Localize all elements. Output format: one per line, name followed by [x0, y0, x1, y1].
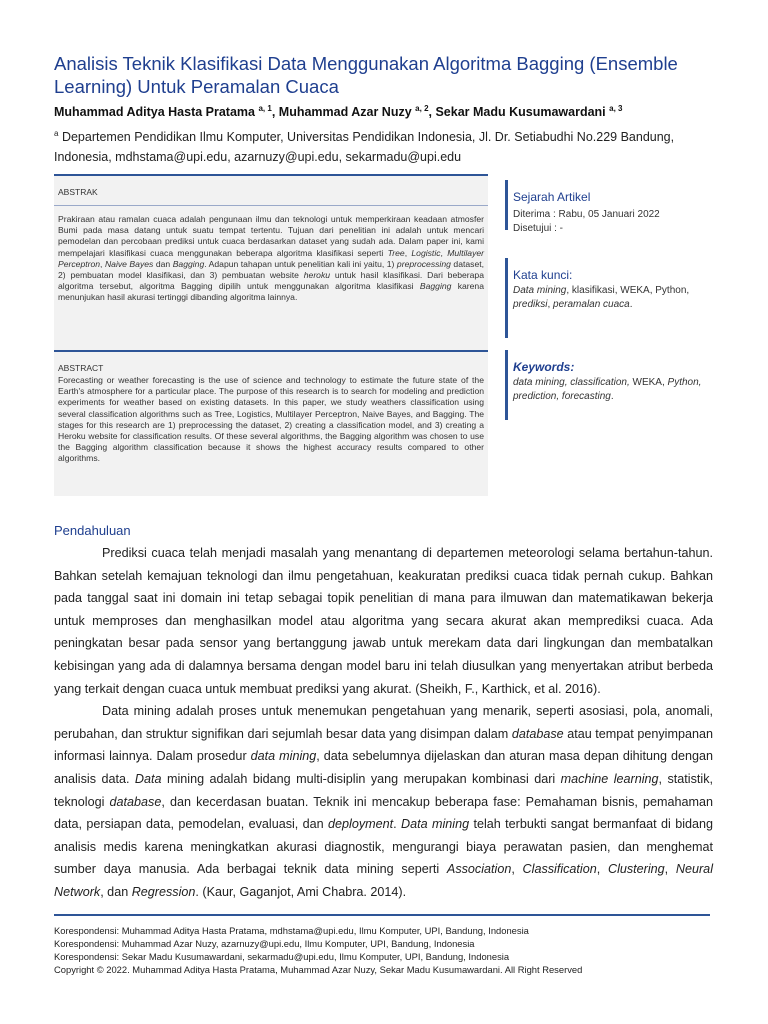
keywords [513, 360, 703, 404]
abstrak-text: Prakiraan atau ramalan cuaca adalah pengunaan ilmu dan teknologi untuk memperkiraan keadaan atmosfer Bumi pada masa datang untuk suatu tempat tertentu. Tujuan dari penelitian ini adalah untuk mencari pemodelan dan percobaan prediksi untuk cuaca berdasarkan dataset yang sudah ada. Dalam paper ini, kami mempelajari klasifikasi cuaca menggunakan beberapa algoritma klasifikasi seperti Tree, Logistic, Multilayer Perceptron, Naive Bayes dan Bagging. Adapun tahapan untuk penelitian kali ini yaitu, 1) preprocessing dataset, 2) pembuatan model klasifikasi, dan 3) pembuatan website heroku untuk hasil klasifikasi. Dari beberapa algoritma tersebut, algoritma Bagging dipilih untuk menggunakan algoritma klasifikasi Bagging karena menunjukan hasil akurasi tertinggi dibanding algoritma lainnya. [58, 214, 485, 303]
paragraph-2: Data mining adalah proses untuk menemukan pengetahuan yang menarik, seperti asosiasi, pola, anomali, perubahan, dan struktur signifikan dari sejumlah besar data yang disimpan dalam database atau tempat penyimpanan informasi lainnya. Dalam prosedur data mining, data sebelumnya dijelaskan dan aturan masa depan dihitung dengan analisis data. Data mining adalah bidang multi-disiplin yang merupakan kombinasi dari machine learning, statistik, teknologi database, dan kecerdasan buatan. Teknik ini mencakup beberapa fase: Pemahaman bisnis, pemahaman data, persiapan data, pemodelan, evaluasi, dan deployment. Data mining telah terbukti sangat bermanfaat di bidang analisis medis karena meningkatkan akurasi diagnostik, mengurangi biaya perawatan pasien, dan menghemat sumber daya manusia. Ada berbagai teknik data mining seperti Association, Classification, Clustering, Neural Network, dan Regression. (Kaur, Gaganjot, Ami Chabra. 2014). [54, 704, 714, 899]
body-text [54, 542, 713, 904]
author-3-sup: a, 3 [609, 104, 623, 113]
paper-title: Analisis Teknik Klasifikasi Data Menggunakan Algoritma Bagging (Ensemble Learning) Untuk Peramalan Cuaca [54, 53, 678, 97]
kata-kunci-list: Data mining, klasifikasi, WEKA, Python, prediksi, peramalan cuaca. [513, 285, 690, 310]
abstract-mid-rule [54, 350, 488, 352]
author-1-sup: a, 1 [258, 104, 272, 113]
abstract-text: Forecasting or weather forecasting is the use of science and technology to estimate the future state of the Earth's atmosphere for a particular place. The purpose of this research is to search for modeling and prediction experiments for weather based on existing datasets. In this paper, we study weathers classification using several classification algorithms such as Tree, Logistics, Multilayer Perceptron, Naive Bayes, and Bagging. The stages for this research are 1) preprocessing the dataset, 2) creating a classification model, and 3) creating a Heroku website for classification results. Of these several algorithms, the Bagging algorithm was chosen to use the Bagging algorithm classification because it shows the highest accuracy results compared to other algorithms. [58, 375, 484, 464]
correspondence-1: Korespondensi: Muhammad Aditya Hasta Pratama, mdhstama@upi.edu, Ilmu Komputer, UPI, Bandung, Indonesia [54, 925, 529, 936]
section-heading: Pendahuluan [54, 523, 131, 538]
abstrak-label: ABSTRAK [58, 187, 98, 197]
affiliation [54, 124, 714, 167]
abstract-box [54, 174, 488, 496]
affiliation-line-1: Departemen Pendidikan Ilmu Komputer, Universitas Pendidikan Indonesia, Jl. Dr. Setiabudhi No.229 Bandung, [61, 130, 675, 145]
author-1: Muhammad Aditya Hasta Pratama [54, 105, 255, 120]
footer-rule [54, 914, 710, 916]
author-list [54, 104, 623, 119]
author-2-sup: a, 2 [415, 104, 429, 113]
copyright: Copyright © 2022. Muhammad Aditya Hasta Pratama, Muhammad Azar Nuzy, Sekar Madu Kusumawardani. All Right Reserved [54, 964, 583, 975]
diterima: Diterima : Rabu, 05 Januari 2022 [513, 209, 660, 220]
author-2: Muhammad Azar Nuzy [278, 105, 412, 120]
keywords-bar [505, 350, 508, 420]
abstract-top-rule [54, 174, 488, 176]
abstrak-divider [54, 205, 488, 206]
correspondence-2: Korespondensi: Muhammad Azar Nuzy, azarnuzy@upi.edu, Ilmu Komputer, UPI, Bandung, Indonesia [54, 938, 475, 949]
sejarah-artikel [513, 190, 713, 236]
disetujui: Disetujui : - [513, 223, 564, 234]
paragraph-1: Prediksi cuaca telah menjadi masalah yang menantang di departemen meteorologi selama bertahun-tahun. Bahkan setelah kemajuan teknologi dan ilmu pengetahuan, keakuratan prediksi cuaca tidak pernah cukup. Bahkan pada tanggal saat ini domain ini tetap sebagai topik penelitian di mana para ilmuwan dan matematikawan bekerja untuk memproses dan menghasilkan model atau algoritma yang secara akurat akan memprediksi cuaca. Ada peningkatan besar pada sensor yang bertanggung jawab untuk merekam data dari lingkungan dan membatalkan kebisingan yang ada di dalamnya bersama dengan model baru ini telah diusulkan yang menyertakan atribut berbeda yang terkait dengan cuaca untuk membuat prediksi yang akurat. (Sheikh, F., Karthick, et al. 2016). [54, 546, 713, 696]
author-separator: , [428, 105, 436, 120]
abstract-label: ABSTRACT [58, 363, 104, 373]
keywords-heading: Keywords: [513, 360, 575, 374]
author-3: Sekar Madu Kusumawardani [435, 105, 606, 120]
correspondence-3: Korespondensi: Sekar Madu Kusumawardani, sekarmadu@upi.edu, Ilmu Komputer, UPI, Bandung, Indonesia [54, 951, 510, 962]
author-separator: , [271, 105, 279, 120]
footer [54, 924, 582, 976]
keywords-list: data mining, classification, WEKA, Python, prediction, forecasting. [513, 377, 702, 402]
sejarah-heading: Sejarah Artikel [513, 190, 591, 204]
kata-kunci-bar [505, 258, 508, 338]
sejarah-bar [505, 180, 508, 230]
kata-kunci-heading: Kata kunci: [513, 268, 573, 282]
kata-kunci [513, 268, 703, 312]
affiliation-sup: a [54, 129, 59, 138]
affiliation-line-2: Indonesia, mdhstama@upi.edu, azarnuzy@upi.edu, sekarmadu@upi.edu [54, 150, 462, 165]
